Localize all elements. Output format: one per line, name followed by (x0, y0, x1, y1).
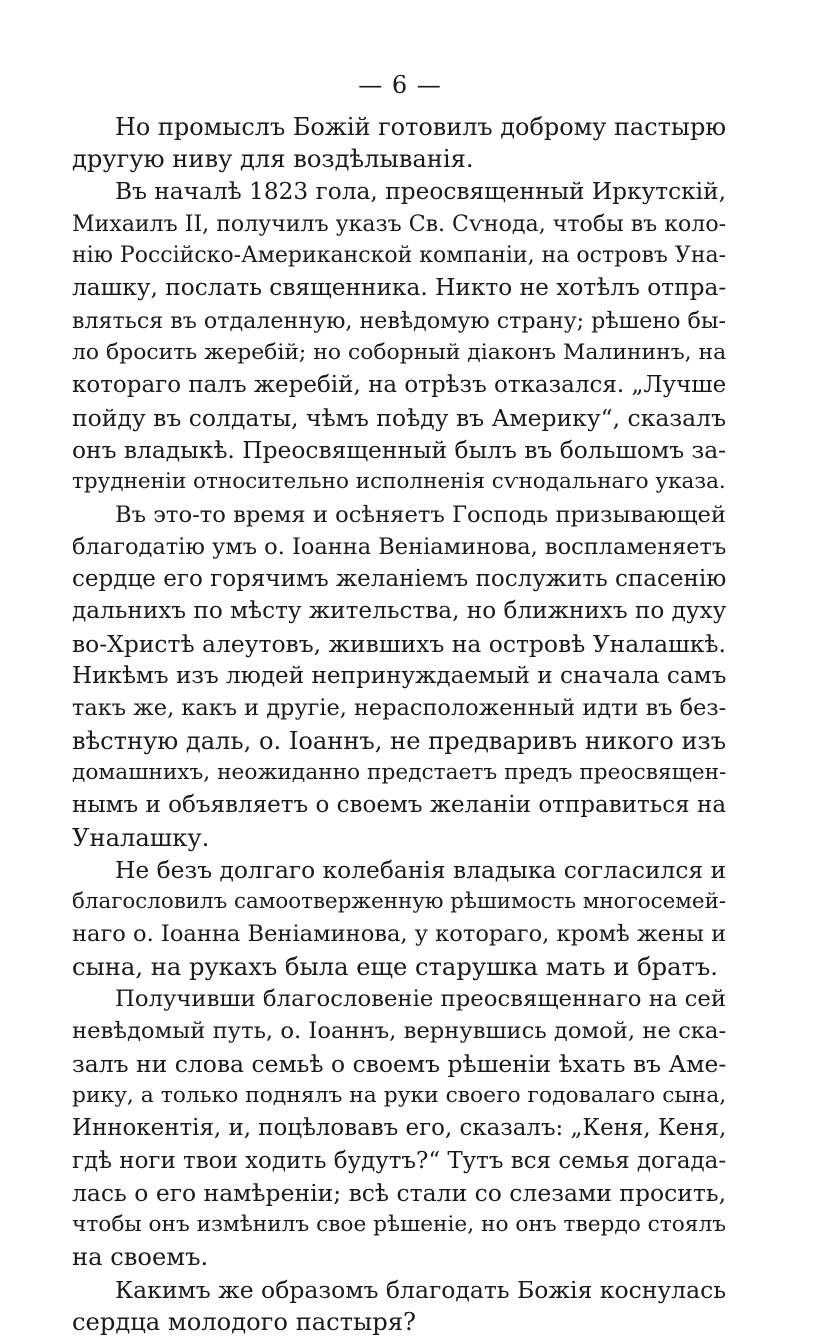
text-line: котораго палъ жеребій, на отрѣзъ отказался. „Лучше (72, 372, 727, 399)
text-line: другую ниву для воздѣлыванія. (72, 145, 474, 174)
paragraph (72, 983, 726, 1274)
text-line: ло бросить жеребій; но соборный діаконъ Малининъ, на (72, 340, 727, 366)
body-text (72, 111, 726, 1338)
text-line: рику, а только поднялъ на руки своего годовалаго сына, (72, 1082, 727, 1108)
text-line: вляться въ отдаленную, невѣдомую страну; рѣшено бы- (72, 307, 726, 334)
text-line: на своемъ. (72, 1243, 209, 1272)
paragraph (72, 499, 726, 854)
text-line: лашку, послать священника. Никто не хотѣлъ отпра- (72, 274, 727, 302)
paragraph (72, 111, 726, 176)
text-line: лась о его намѣреніи; всѣ стали со слезами просить, (72, 1178, 727, 1207)
text-line: сына, на рукахъ была еще старушка мать и братъ. (72, 952, 718, 981)
text-line: во-Христѣ алеутовъ, жившихъ на островѣ Уналашкѣ. (72, 629, 726, 658)
text-line: Михаилъ II, получилъ указъ Св. Сѵнода, чтобы въ коло- (72, 210, 727, 237)
text-line: чтобы онъ измѣнилъ свое рѣшеніе, но онъ твердо стоялъ (72, 1212, 726, 1238)
text-line: Уналашку. (72, 823, 210, 852)
text-line: нію Россійско-Американской компаніи, на островъ Уна- (72, 243, 727, 269)
text-line: залъ ни слова семьѣ о своемъ рѣшеніи ѣхать въ Аме- (72, 1049, 727, 1078)
text-line: Не безъ долгаго колебанія владыка согласился и (115, 855, 727, 884)
text-line: Иннокентія, и, поцѣловавъ его, сказалъ: „Кеня, Кеня, (72, 1115, 727, 1142)
text-line: домашнихъ, неожиданно предстаетъ предъ преосвящен- (72, 759, 727, 785)
text-line: Въ началѣ 1823 гола, преосвященный Иркутскій, (115, 177, 726, 205)
text-line: пойду въ солдаты, чѣмъ поѣду въ Америку“, сказалъ (72, 403, 726, 432)
page-number: — 6 — (358, 71, 442, 99)
text-line: сердца молодого пастыря? (72, 1307, 417, 1336)
text-line: Никѣмъ изъ людей непринуждаемый и сначала самъ (72, 663, 727, 690)
text-line: Какимъ же образомъ благодать Божія коснулась (115, 1275, 726, 1304)
text-line: дальнихъ по мѣсту жительства, но ближнихъ по духу (72, 598, 727, 625)
text-line: невѣдомый путь, о. Іоаннъ, вернувшись домой, не ска- (72, 1018, 727, 1045)
text-line: сердце его горячимъ желаніемъ послужить спасенію (72, 566, 727, 593)
text-line: Въ это-то время и осѣняетъ Господь призывающей (115, 501, 726, 528)
text-line: Получивши благословеніе преосвященнаго на сей (115, 986, 727, 1013)
text-line: такъ же, какъ и другіе, нерасположенный идти въ без- (72, 695, 727, 722)
text-line: трудненіи относительно исполненія сѵнодальнаго указа. (72, 469, 726, 495)
paragraph (72, 176, 726, 499)
text-line: онъ владыкѣ. Преосвященный былъ въ большомъ за- (72, 435, 727, 464)
text-line: благословилъ самоотверженную рѣшимость многосемей- (72, 889, 727, 915)
text-line: наго о. Іоанна Веніаминова, у котораго, кромѣ жены и (72, 921, 727, 948)
text-line: благодатію умъ о. Іоанна Веніаминова, воспламеняетъ (72, 533, 727, 560)
text-line: нымъ и объявляетъ о своемъ желаніи отправиться на (72, 792, 727, 819)
paragraph (72, 1274, 726, 1338)
text-line: вѣстную даль, о. Іоаннъ, не предваривъ никого изъ (72, 726, 727, 755)
text-line: гдѣ ноги твои ходить будутъ?“ Тутъ вся семья догада- (72, 1147, 727, 1174)
text-line: Но промыслъ Божій готовилъ доброму пастырю (115, 113, 727, 141)
paragraph (72, 854, 726, 983)
